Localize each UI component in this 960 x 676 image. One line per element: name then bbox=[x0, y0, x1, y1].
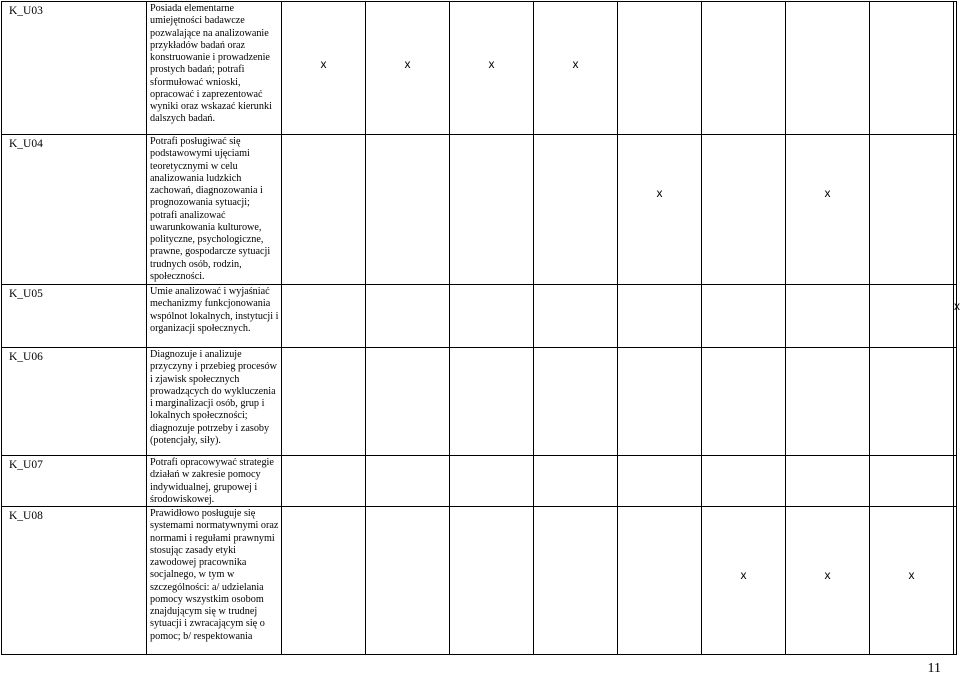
mapping-cell bbox=[618, 348, 702, 456]
mapping-mark: x bbox=[954, 299, 960, 313]
mapping-cell bbox=[450, 285, 534, 348]
learning-outcomes-table bbox=[1, 1, 960, 655]
mapping-cell bbox=[702, 285, 786, 348]
mapping-mark: x bbox=[404, 57, 411, 71]
outcome-code: K_U06 bbox=[2, 348, 147, 456]
mapping-cell bbox=[702, 348, 786, 456]
outcome-code: K_U07 bbox=[2, 456, 147, 507]
mapping-cell bbox=[366, 2, 450, 135]
mapping-cell bbox=[954, 2, 957, 135]
mapping-mark: x bbox=[656, 186, 663, 200]
outcome-description: Diagnozuje i analizuje przyczyny i przebieg procesów i zjawisk społecznych prowadzących do wykluczenia i marginalizacji osób, grup i lokalnych społeczności; diagnozuje potrzeby i zasoby (potencjały, siły). bbox=[147, 348, 282, 456]
mapping-cell bbox=[702, 456, 786, 507]
mapping-cell bbox=[366, 285, 450, 348]
mapping-cell bbox=[282, 348, 366, 456]
outcome-code: K_U05 bbox=[2, 285, 147, 348]
outcome-description: Potrafi posługiwać się podstawowymi ujęciami teoretycznymi w celu analizowania ludzkich zachowań, diagnozowania i prognozowania sytuacji; potrafi analizować uwarunkowania kulturowe, polityczne, psychologiczne, prawne, gospodarcze sytuacji trudnych osób, rodzin, społeczności. bbox=[147, 135, 282, 285]
mapping-cell bbox=[450, 348, 534, 456]
mapping-cell bbox=[282, 135, 366, 285]
outcome-description: Umie analizować i wyjaśniać mechanizmy funkcjonowania wspólnot lokalnych, instytucji i organizacji społecznych. bbox=[147, 285, 282, 348]
outcome-description: Posiada elementarne umiejętności badawcze pozwalające na analizowanie przykładów badań oraz konstruowanie i prowadzenie prostych badań; potrafi sformułować wnioski, opracować i zaprezentować wyniki oraz wskazać kierunki dalszych badań. bbox=[147, 2, 282, 135]
table-row bbox=[2, 507, 957, 655]
outcome-code: K_U03 bbox=[2, 2, 147, 135]
mapping-cell bbox=[282, 507, 366, 655]
table-row bbox=[2, 285, 957, 348]
mapping-cell bbox=[954, 456, 957, 507]
table-row bbox=[2, 2, 957, 135]
mapping-cell bbox=[870, 507, 954, 655]
mapping-cell bbox=[702, 135, 786, 285]
mapping-cell bbox=[618, 456, 702, 507]
mapping-cell bbox=[366, 456, 450, 507]
mapping-mark: x bbox=[908, 568, 915, 582]
mapping-cell bbox=[702, 2, 786, 135]
outcome-code: K_U04 bbox=[2, 135, 147, 285]
mapping-cell bbox=[954, 285, 960, 348]
mapping-mark: x bbox=[824, 186, 831, 200]
mapping-cell bbox=[618, 135, 702, 285]
mapping-cell bbox=[870, 456, 954, 507]
mapping-cell bbox=[450, 456, 534, 507]
mapping-cell bbox=[534, 135, 618, 285]
mapping-cell bbox=[786, 285, 870, 348]
mapping-cell bbox=[450, 2, 534, 135]
mapping-cell bbox=[618, 2, 702, 135]
mapping-cell bbox=[534, 2, 618, 135]
outcome-description: Prawidłowo posługuje się systemami normatywnymi oraz normami i regułami prawnymi stosując zasady etyki zawodowej pracownika socjalnego, w tym w szczególności: a/ udzielania pomocy wszystkim osobom znajdującym się w trudnej sytuacji i zwracającym się o pomoc; b/ respektowania bbox=[147, 507, 282, 655]
mapping-cell bbox=[870, 348, 954, 456]
mapping-cell bbox=[786, 456, 870, 507]
mapping-cell bbox=[786, 348, 870, 456]
outcome-description: Potrafi opracowywać strategie działań w zakresie pomocy indywidualnej, grupowej i środowiskowej. bbox=[147, 456, 282, 507]
mapping-cell bbox=[954, 135, 957, 285]
mapping-cell bbox=[534, 456, 618, 507]
table-row bbox=[2, 348, 957, 456]
mapping-cell bbox=[954, 348, 957, 456]
mapping-cell bbox=[450, 135, 534, 285]
mapping-mark: x bbox=[824, 568, 831, 582]
mapping-cell bbox=[534, 507, 618, 655]
mapping-cell bbox=[618, 507, 702, 655]
mapping-cell bbox=[954, 507, 957, 655]
mapping-cell bbox=[366, 348, 450, 456]
mapping-cell bbox=[282, 2, 366, 135]
mapping-cell bbox=[786, 2, 870, 135]
mapping-mark: x bbox=[320, 57, 327, 71]
table-row bbox=[2, 135, 957, 285]
page-number: 11 bbox=[927, 661, 941, 676]
mapping-cell bbox=[282, 456, 366, 507]
mapping-cell bbox=[282, 285, 366, 348]
table-row bbox=[2, 456, 957, 507]
mapping-cell bbox=[450, 507, 534, 655]
mapping-cell bbox=[366, 507, 450, 655]
mapping-cell bbox=[534, 285, 618, 348]
mapping-mark: x bbox=[740, 568, 747, 582]
mapping-cell bbox=[786, 135, 870, 285]
mapping-cell bbox=[366, 135, 450, 285]
mapping-cell bbox=[870, 135, 954, 285]
mapping-cell bbox=[870, 2, 954, 135]
mapping-cell bbox=[870, 285, 960, 348]
mapping-cell bbox=[786, 507, 870, 655]
outcome-code: K_U08 bbox=[2, 507, 147, 655]
mapping-mark: x bbox=[488, 57, 495, 71]
mapping-mark: x bbox=[572, 57, 579, 71]
mapping-cell bbox=[618, 285, 702, 348]
mapping-cell bbox=[534, 348, 618, 456]
mapping-cell bbox=[702, 507, 786, 655]
